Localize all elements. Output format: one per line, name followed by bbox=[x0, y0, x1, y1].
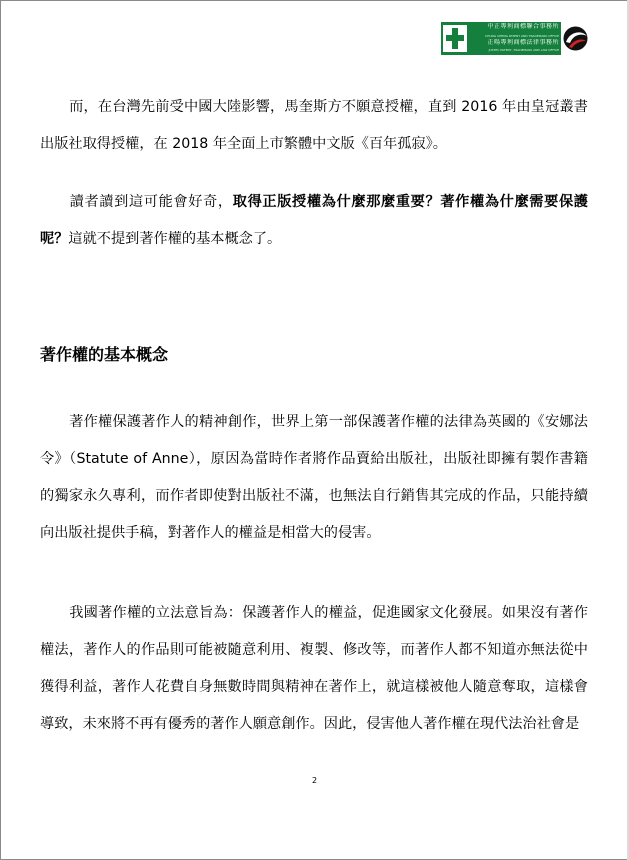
paragraph-lead-text: 讀者讀到這可能會好奇， bbox=[69, 194, 233, 210]
paragraph-legislative-purpose bbox=[40, 595, 588, 743]
paragraph-tail-text: 這就不提到著作權的基本概念了。 bbox=[68, 231, 282, 247]
logo-firm-name-cn-2: 正暘專利商標法律事務所 bbox=[487, 39, 559, 46]
paragraph-text: 著作權保護著作人的精神創作，世界上第一部保護著作權的法律為英國的《安娜法令》（Statute of Anne），原因為當時作者將作品賣給出版社，出版社即擁有製作書籍的獨家永久專利，而作者即使對出版社不滿，也無法自行銷售其完成的作品，只能持續向出版社提供手稿，對著作人的權益是相當大的侵害。 bbox=[40, 414, 588, 541]
paragraph-text: 而，在台灣先前受中國大陸影響，馬奎斯方不願意授權，直到 2016 年由皇冠叢書出版社取得授權，在 2018 年全面上市繁體中文版《百年孤寂》。 bbox=[40, 99, 588, 152]
logo-firm-name-en-1: CHUNG CHENG PATENT AND TRADEMARK OFFICE bbox=[485, 34, 559, 38]
logo-firm-name-en-2: JUSTEC PATENT, TRADEMARK AND LAW OFFICE bbox=[488, 48, 559, 52]
paragraph-text: 我國著作權的立法意旨為：保護著作人的權益，促進國家文化發展。如果沒有著作權法，著作人的作品則可能被隨意利用、複製、修改等，而著作人都不知道亦無法從中獲得利益，著作人花費自身無數時間與精神在著作上，就這樣被他人隨意奪取，這樣會導致，未來將不再有優秀的著作人願意創作。因此，侵害他人著作權在現代法治社會是 bbox=[40, 605, 588, 732]
paragraph-reader-question bbox=[40, 184, 588, 258]
paragraph-publication-history bbox=[40, 89, 588, 163]
firm-logo bbox=[441, 22, 589, 55]
logo-swirl-icon bbox=[562, 25, 589, 52]
section-heading: 著作權的基本概念 bbox=[40, 345, 169, 364]
logo-banner bbox=[441, 22, 561, 55]
page-number: 2 bbox=[311, 776, 318, 785]
logo-cross-icon bbox=[443, 25, 467, 52]
logo-firm-name-cn-1: 中正專利商標聯合事務所 bbox=[487, 23, 559, 30]
paragraph-statute-of-anne bbox=[40, 404, 588, 552]
emphasis-question-text: 取得正版授權為什麼那麼重要？著作權為什麼需要保護呢？ bbox=[40, 194, 588, 247]
